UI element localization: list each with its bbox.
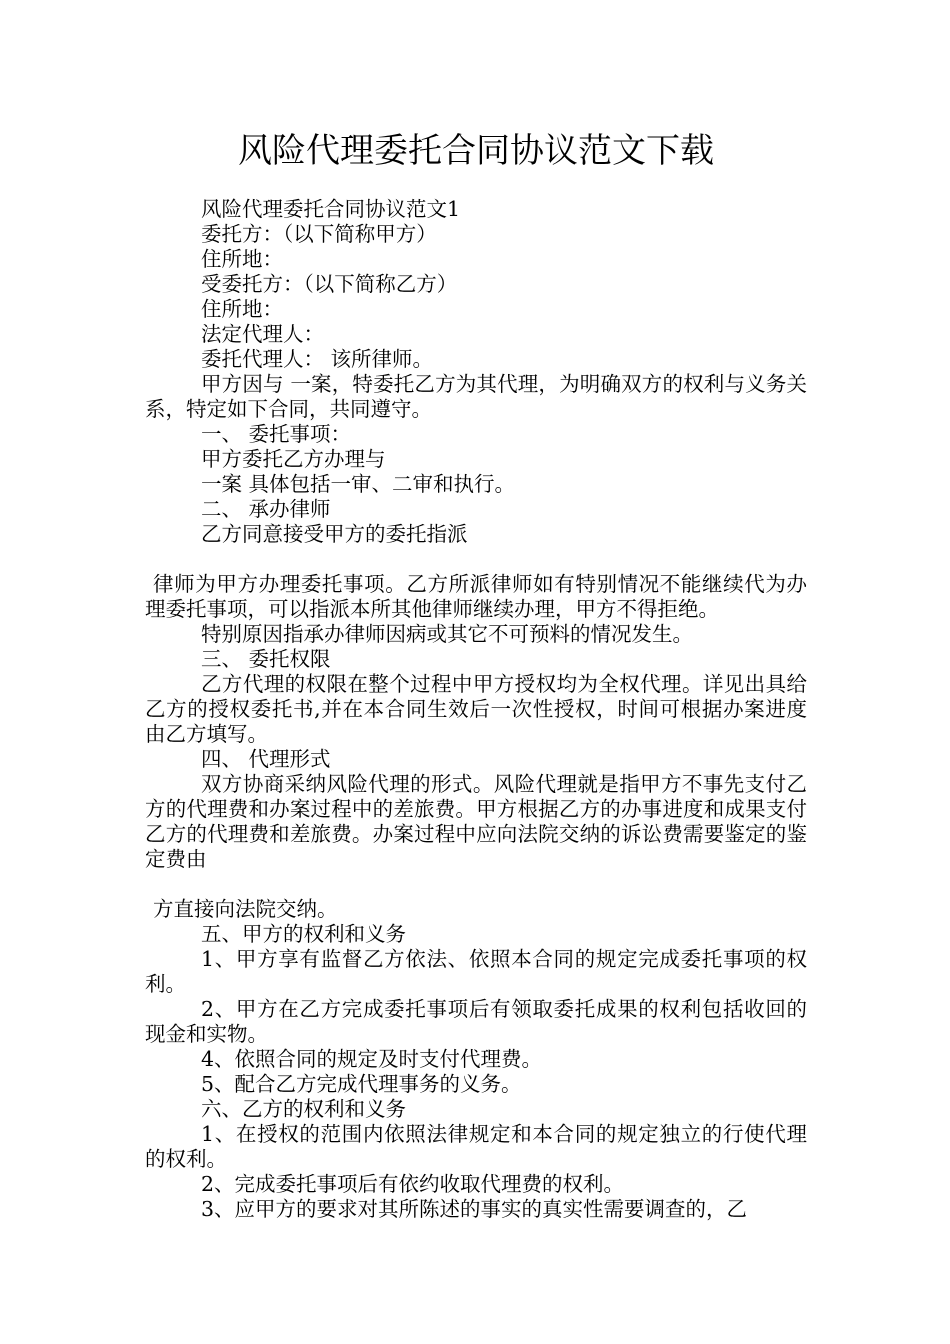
- paragraph: 1、甲方享有监督乙方依法、依照本合同的规定完成委托事项的权利。: [145, 947, 807, 996]
- paragraph: 住所地：: [201, 247, 283, 271]
- paragraph: 住所地：: [201, 297, 283, 321]
- paragraph: 法定代理人：: [201, 322, 324, 346]
- paragraph: 委托代理人： 该所律师。: [201, 347, 434, 371]
- paragraph: 甲方因与 一案，特委托乙方为其代理，为明确双方的权利与义务关系，特定如下合同，共同遵守。: [145, 372, 807, 421]
- blank-line: [145, 547, 807, 572]
- paragraph: 四、 代理形式: [201, 747, 331, 771]
- paragraph: 六、乙方的权利和义务: [201, 1097, 406, 1121]
- paragraph: 受委托方：（以下简称乙方）: [201, 272, 458, 296]
- paragraph: 5、配合乙方完成代理事务的义务。: [201, 1072, 522, 1096]
- paragraph: 3、应甲方的要求对其所陈述的事实的真实性需要调查的，乙: [201, 1197, 748, 1221]
- paragraph: 2、甲方在乙方完成委托事项后有领取委托成果的权利包括收回的现金和实物。: [145, 997, 807, 1046]
- paragraph: 一、 委托事项：: [201, 422, 352, 446]
- paragraph: 一案 具体包括一审、二审和执行。: [201, 472, 516, 496]
- paragraph: 乙方代理的权限在整个过程中甲方授权均为全权代理。详见出具给乙方的授权委托书,并在本合同生效后一次性授权，时间可根据办案进度由乙方填写。: [145, 672, 807, 746]
- paragraph: 双方协商采纳风险代理的形式。风险代理就是指甲方不事先支付乙方的代理费和办案过程中的差旅费。甲方根据乙方的办事进度和成果支付乙方的代理费和差旅费。办案过程中应向法院交纳的诉讼费需要鉴定的鉴定费由: [145, 772, 807, 871]
- paragraph: 律师为甲方办理委托事项。乙方所派律师如有特别情况不能继续代为办理委托事项，可以指派本所其他律师继续办理，甲方不得拒绝。: [145, 572, 807, 621]
- blank-line: [145, 872, 807, 897]
- paragraph: 二、 承办律师: [201, 497, 331, 521]
- paragraph: 委托方：（以下简称甲方）: [201, 222, 437, 246]
- paragraph: 乙方同意接受甲方的委托指派: [201, 522, 468, 546]
- paragraph: 风险代理委托合同协议范文1: [201, 197, 461, 221]
- paragraph: 三、 委托权限: [201, 647, 331, 671]
- document-title: 风险代理委托合同协议范文下载: [238, 131, 714, 171]
- paragraph: 特别原因指承办律师因病或其它不可预料的情况发生。: [201, 622, 693, 646]
- paragraph: 甲方委托乙方办理与: [201, 447, 386, 471]
- paragraph: 2、完成委托事项后有依约收取代理费的权利。: [201, 1172, 625, 1196]
- paragraph: 4、依照合同的规定及时支付代理费。: [201, 1047, 543, 1071]
- paragraph: 方直接向法院交纳。: [153, 897, 338, 921]
- document-body: [145, 197, 807, 1222]
- paragraph: 1、在授权的范围内依照法律规定和本合同的规定独立的行使代理的权利。: [145, 1122, 807, 1171]
- paragraph: 五、甲方的权利和义务: [201, 922, 406, 946]
